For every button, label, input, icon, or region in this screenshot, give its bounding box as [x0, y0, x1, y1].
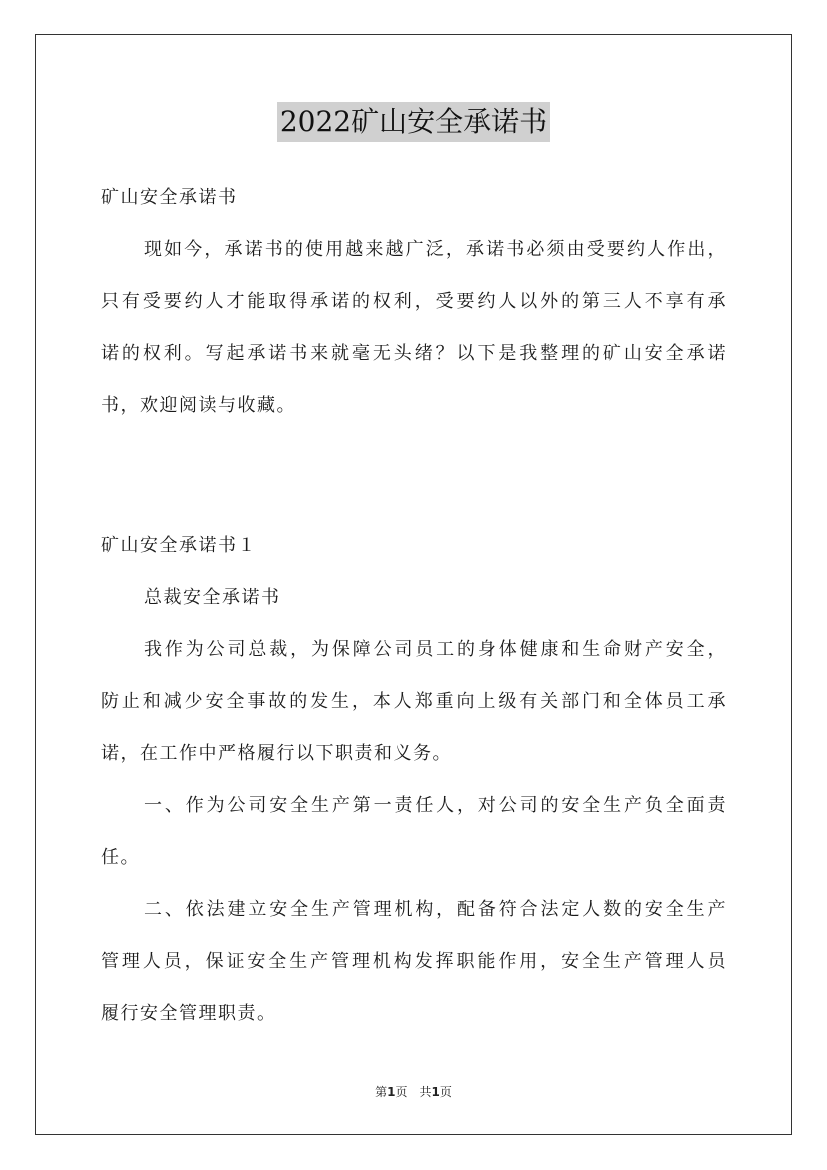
text-line: 履行安全管理职责。	[101, 1003, 277, 1024]
text-line: 管理人员，保证安全生产管理机构发挥职能作用，安全生产管理人员	[101, 951, 727, 972]
text-line: 现如今，承诺书的使用越来越广泛，承诺书必须由受要约人作出，	[144, 239, 727, 260]
text-line: 书，欢迎阅读与收藏。	[101, 395, 296, 416]
text-line: 矿山安全承诺书	[101, 187, 238, 208]
text-line: 总裁安全承诺书	[144, 587, 281, 608]
text-line: 我作为公司总裁，为保障公司员工的身体健康和生命财产安全，	[144, 639, 727, 660]
footer-total-pages: 1	[431, 1085, 440, 1099]
text-line: 诺，在工作中严格履行以下职责和义务。	[101, 743, 452, 764]
text-line: 诺的权利。写起承诺书来就毫无头绪？以下是我整理的矿山安全承诺	[101, 343, 727, 364]
title-container	[0, 102, 827, 142]
footer-page-number: 1	[387, 1085, 396, 1099]
page-footer	[0, 1083, 827, 1100]
footer-middle: 页 共	[395, 1085, 432, 1099]
text-line: 矿山安全承诺书１	[101, 535, 257, 556]
document-title: 2022矿山安全承诺书	[277, 102, 550, 142]
document-body	[101, 172, 727, 1040]
text-line: 任。	[101, 847, 140, 868]
text-line: 二、依法建立安全生产管理机构，配备符合法定人数的安全生产	[144, 899, 727, 920]
text-line: 只有受要约人才能取得承诺的权利，受要约人以外的第三人不享有承	[101, 291, 727, 312]
footer-suffix: 页	[439, 1085, 452, 1099]
text-line: 一、作为公司安全生产第一责任人，对公司的安全生产负全面责	[144, 795, 727, 816]
footer-prefix: 第	[375, 1085, 388, 1099]
paragraph-gap	[101, 450, 727, 502]
text-line: 防止和减少安全事故的发生，本人郑重向上级有关部门和全体员工承	[101, 691, 727, 712]
